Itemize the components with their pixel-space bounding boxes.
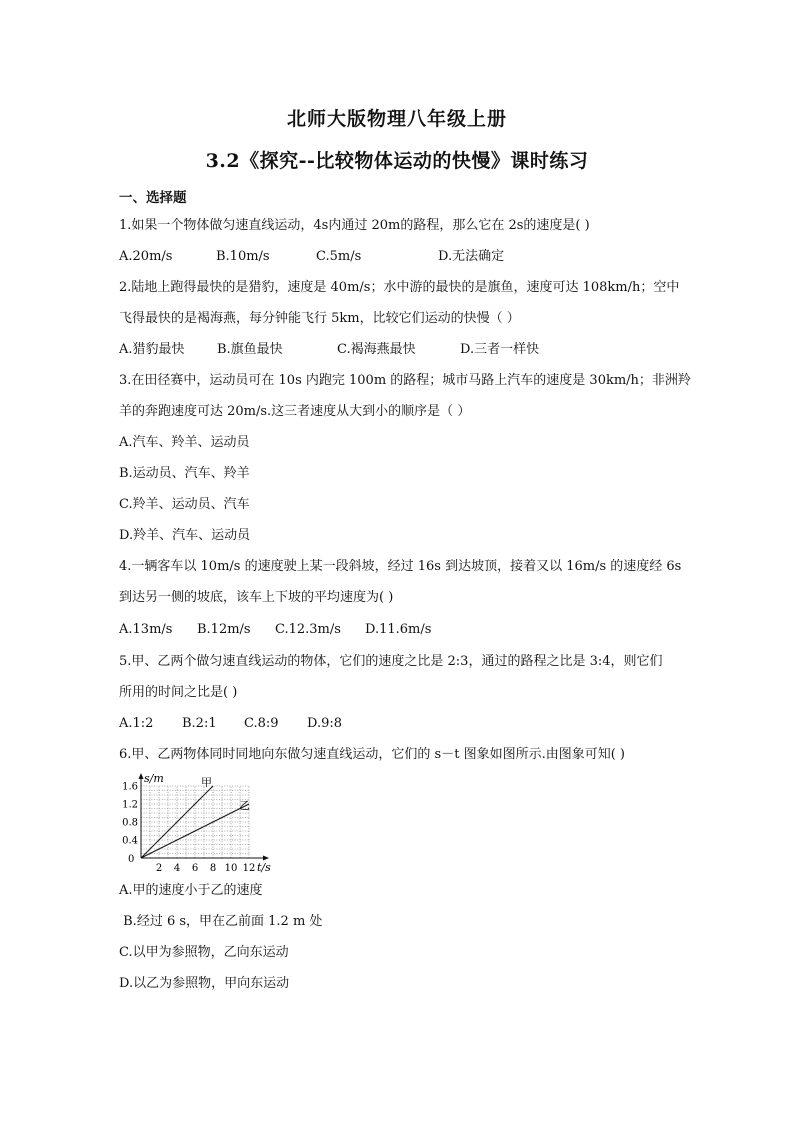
question-6-option-a: A.甲的速度小于乙的速度 [119,883,263,898]
question-3-line-1: 3.在田径赛中，运动员可在 10s 内跑完 100m 的路程；城市马路上汽车的速度是 30km/h；非洲羚 [119,373,691,388]
question-6-text: 6.甲、乙两物体同时同地向东做匀速直线运动，它们的 s－t 图象如图所示.由图象可知( ) [119,747,625,762]
question-2-line-2: 飞得最快的是褐海燕，每分钟能飞行 5km，比较它们运动的快慢（ ） [119,311,520,326]
x-axis-arrow [263,856,269,861]
graph-ticks [122,782,255,875]
question-3-option-b: B.运动员、汽车、羚羊 [119,466,250,481]
question-5-line-2: 所用的时间之比是( ) [119,685,238,700]
st-graph-svg [117,772,277,878]
x-tick-label: 6 [191,863,199,874]
y-tick-label: 0.8 [122,817,138,829]
option-a: A.猎豹最快 [119,342,185,357]
series-label-yi: 乙 [239,799,250,812]
option-a: A.1:2 [119,716,154,731]
option-d: D.11.6m/s [365,622,432,637]
question-2-options [119,342,539,358]
option-c: C.5m/s [316,249,362,264]
origin-label: 0 [128,854,135,865]
option-c: C.褐海燕最快 [337,342,416,357]
page-subtitle: 3.2《探究--比较物体运动的快慢》课时练习 [205,150,589,172]
question-4-line-2: 到达另一侧的坡底，该车上下坡的平均速度为( ) [119,590,394,605]
question-3-option-a: A.汽车、羚羊、运动员 [119,435,250,450]
option-c: C.12.3m/s [275,622,341,637]
question-2-line-1: 2.陆地上跑得最快的是猎豹，速度是 40m/s；水中游的最快的是旗鱼，速度可达 108km/h；空中 [119,280,680,295]
question-1-text: 1.如果一个物体做匀速直线运动，4s内通过 20m的路程，那么它在 2s的速度是( ) [119,218,590,233]
option-c: C.8:9 [244,716,279,731]
question-5-options [119,716,342,732]
question-3-option-c: C.羚羊、运动员、汽车 [119,497,250,512]
question-3-line-2: 羊的奔跑速度可达 20m/s.这三者速度从大到小的顺序是（ ） [119,404,471,419]
option-d: D.三者一样快 [460,342,540,357]
y-tick-label: 0.4 [122,835,138,847]
option-b: B.10m/s [216,249,270,264]
option-b: B.2:1 [182,716,217,731]
x-axis-label: t/s [257,861,271,874]
x-tick-label: 12 [242,863,256,874]
x-tick-label: 8 [209,863,217,874]
question-3-option-d: D.羚羊、汽车、运动员 [119,528,251,543]
option-b: B.旗鱼最快 [217,342,283,357]
x-tick-label: 2 [155,863,163,874]
question-1-options [119,249,504,265]
x-tick-label: 10 [224,863,238,874]
page-title: 北师大版物理八年级上册 [286,108,507,130]
question-6-option-d: D.以乙为参照物，甲向东运动 [119,976,290,991]
question-6-option-b: B.经过 6 s，甲在乙前面 1.2 m 处 [119,914,323,929]
section-heading: 一、选择题 [119,190,187,206]
graph-grid [141,786,249,858]
option-d: D.9:8 [307,716,343,731]
st-graph [117,772,277,882]
question-5-line-1: 5.甲、乙两个做匀速直线运动的物体，它们的速度之比是 2:3，通过的路程之比是 3:4，则它们 [119,654,663,669]
series-label-jia: 甲 [201,776,212,789]
y-tick-label: 1.6 [122,781,138,793]
question-4-line-1: 4.一辆客车以 10m/s 的速度驶上某一段斜坡，经过 16s 到达坡顶，接着又以 16m/s 的速度经 6s [119,559,682,574]
y-axis-arrow [139,773,144,779]
option-a: A.13m/s [119,622,173,637]
question-4-options [119,622,431,638]
option-d: D.无法确定 [438,249,505,264]
option-b: B.12m/s [197,622,251,637]
option-a: A.20m/s [119,249,173,264]
y-tick-label: 1.2 [122,799,138,811]
x-tick-label: 4 [173,863,181,874]
question-6-option-c: C.以甲为参照物，乙向东运动 [119,945,289,960]
y-axis-label: s/m [144,772,164,785]
